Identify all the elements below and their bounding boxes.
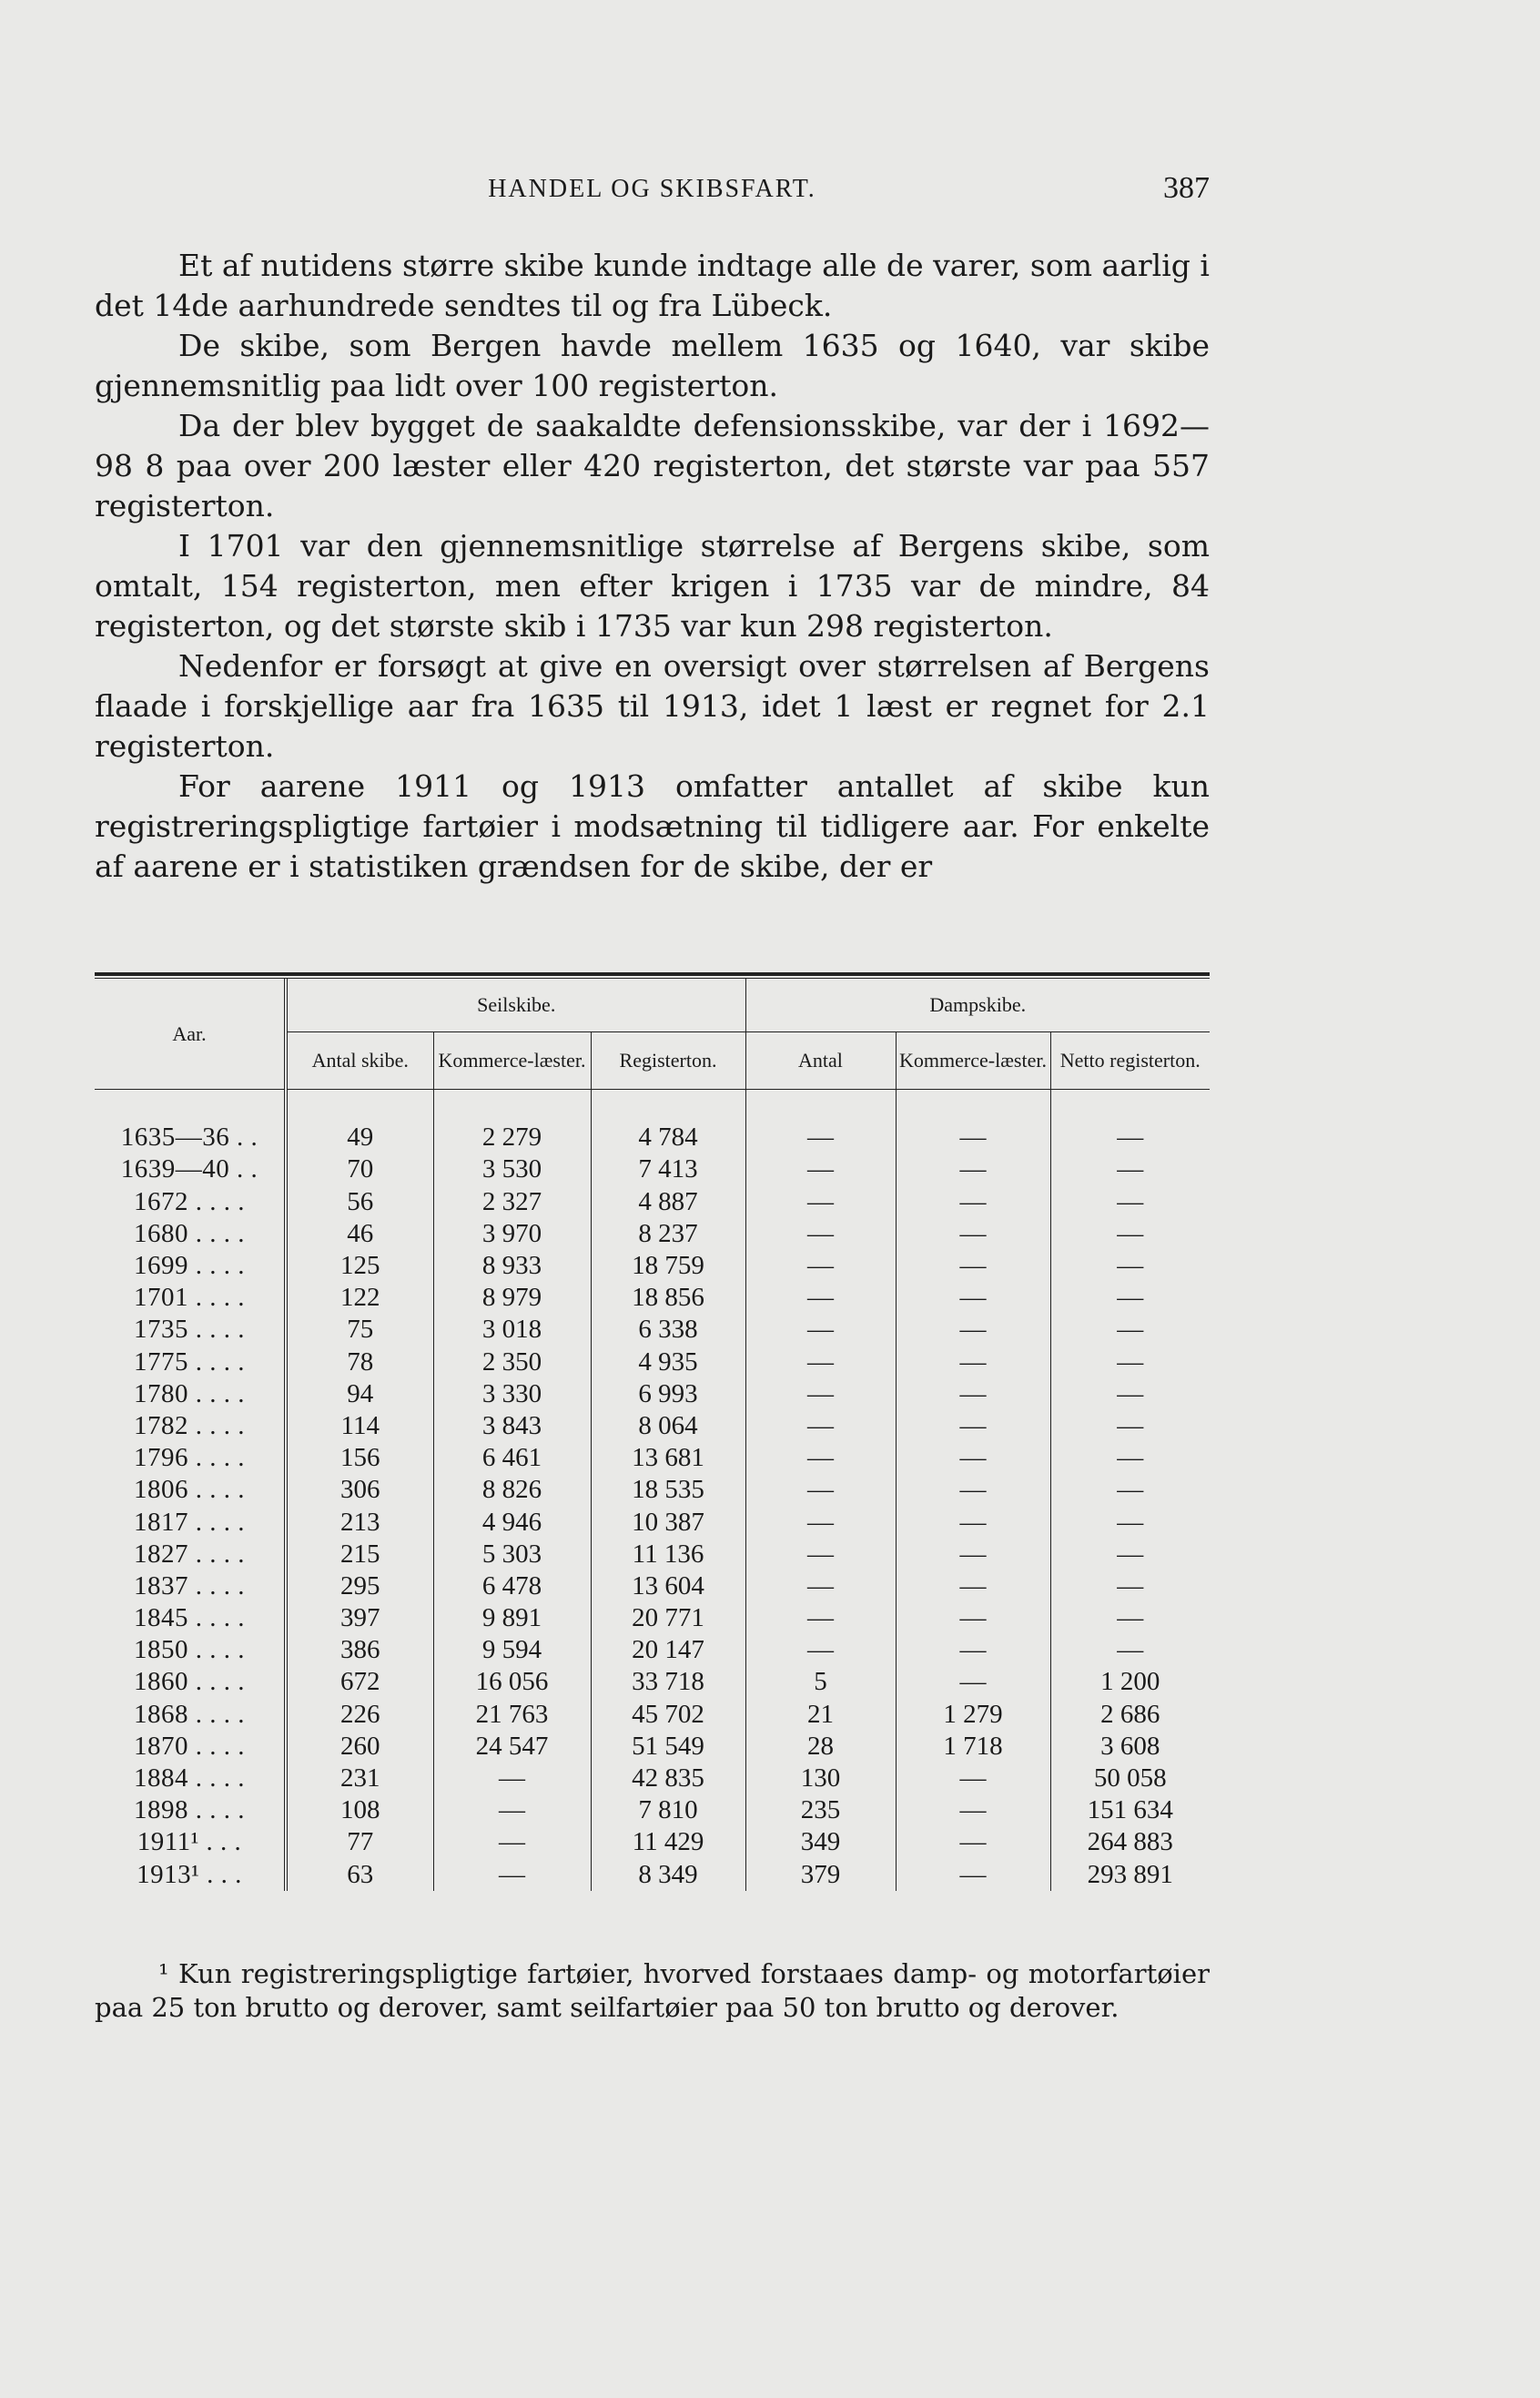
paragraph: De skibe, som Bergen havde mellem 1635 og 1640, var skibe gjennemsnitlig paa lidt over 100 registerton.: [95, 328, 1210, 403]
table-cell-sail-count: 386: [286, 1634, 433, 1666]
table-row: [95, 1794, 1210, 1826]
table-cell-steam-net: —: [1050, 1314, 1210, 1346]
table-cell-steam-net: —: [1050, 1539, 1210, 1570]
table-cell-sail-tons: 6 993: [591, 1378, 745, 1410]
table-cell-sail-tons: 18 856: [591, 1282, 745, 1314]
running-head: [95, 171, 1210, 208]
table-cell-sail-lasts: 8 979: [433, 1282, 591, 1314]
table-cell-sail-tons: 8 237: [591, 1218, 745, 1250]
table-cell-year: 1699 . . . .: [134, 1251, 245, 1281]
table-cell-sail-lasts: 5 303: [433, 1539, 591, 1570]
table-cell-sail-count: 77: [286, 1826, 433, 1858]
table-cell-steam-net: —: [1050, 1506, 1210, 1538]
col-steam-net: Netto registerton.: [1050, 1032, 1210, 1090]
table-cell-sail-count: 94: [286, 1378, 433, 1410]
table-cell-steam-count: —: [745, 1186, 896, 1218]
paragraph: Nedenfor er forsøgt at give en oversigt over størrelsen af Bergens flaade i forskjellige aar fra 1635 til 1913, idet 1 læst er regnet for 2.1 registerton.: [95, 648, 1210, 764]
table-row: [95, 1378, 1210, 1410]
table-cell-year: 1837 . . . .: [134, 1570, 245, 1600]
table-cell-steam-net: —: [1050, 1634, 1210, 1666]
table-cell-sail-tons: 11 136: [591, 1539, 745, 1570]
paragraph: I 1701 var den gjennemsnitlige størrelse af Bergens skibe, som omtalt, 154 registerton, men efter krigen i 1735 var de mindre, 84 registerton, og det største skib i 1735 var kun 298 registerton.: [95, 528, 1210, 644]
table-cell-sail-lasts: 24 547: [433, 1731, 591, 1763]
col-sail-count: Antal skibe.: [286, 1032, 433, 1090]
table-cell-steam-count: —: [745, 1539, 896, 1570]
table-cell-steam-count: —: [745, 1634, 896, 1666]
table-row: [95, 1731, 1210, 1763]
table-cell-steam-lasts: —: [896, 1794, 1050, 1826]
table-cell-steam-count: 130: [745, 1763, 896, 1794]
table-cell-steam-count: 21: [745, 1699, 896, 1731]
table-cell-sail-count: 231: [286, 1763, 433, 1794]
table-cell-steam-lasts: —: [896, 1218, 1050, 1250]
table-cell-sail-count: 306: [286, 1474, 433, 1506]
table-cell-sail-count: 108: [286, 1794, 433, 1826]
page-number: 387: [1163, 171, 1210, 205]
table-cell-sail-count: 156: [286, 1442, 433, 1474]
table-cell-sail-lasts: —: [433, 1763, 591, 1794]
table-cell-steam-lasts: —: [896, 1826, 1050, 1858]
table-cell-steam-count: —: [745, 1474, 896, 1506]
table-cell-steam-net: —: [1050, 1346, 1210, 1378]
table-cell-steam-net: —: [1050, 1442, 1210, 1474]
table-cell-year: 1898 . . . .: [134, 1795, 245, 1825]
table-cell-sail-lasts: 3 843: [433, 1410, 591, 1442]
table-cell-steam-count: 235: [745, 1794, 896, 1826]
table-cell-steam-net: 293 891: [1050, 1859, 1210, 1891]
table-cell-steam-net: —: [1050, 1474, 1210, 1506]
sail-group-header: Seilskibe.: [286, 979, 745, 1032]
table-spacer: [95, 1090, 1210, 1123]
table-cell-year: 1913¹ . . .: [137, 1859, 242, 1889]
table-cell-sail-count: 49: [286, 1122, 433, 1153]
table-cell-sail-count: 226: [286, 1699, 433, 1731]
table-cell-sail-tons: 4 784: [591, 1122, 745, 1153]
running-title: HANDEL OG SKIBSFART.: [488, 175, 816, 203]
paragraph: Da der blev bygget de saakaldte defensionsskibe, var der i 1692—98 8 paa over 200 læster eller 420 registerton, det største var paa 557 registerton.: [95, 408, 1210, 523]
table-top-rule: [95, 972, 1210, 976]
table-cell-sail-count: 215: [286, 1539, 433, 1570]
table-cell-sail-tons: 4 887: [591, 1186, 745, 1218]
table-cell-year: 1870 . . . .: [134, 1731, 245, 1761]
table-cell-sail-tons: 51 549: [591, 1731, 745, 1763]
table-cell-sail-count: 78: [286, 1346, 433, 1378]
paragraph: Et af nutidens større skibe kunde indtage alle de varer, som aarlig i det 14de aarhundrede sendtes til og fra Lübeck.: [95, 248, 1210, 323]
steam-group-header: Dampskibe.: [745, 979, 1210, 1032]
table-cell-sail-lasts: 9 891: [433, 1602, 591, 1634]
table-cell-steam-count: —: [745, 1314, 896, 1346]
table-cell-steam-net: 1 200: [1050, 1666, 1210, 1698]
table-cell-sail-count: 672: [286, 1666, 433, 1698]
table-cell-steam-lasts: —: [896, 1378, 1050, 1410]
table-cell-steam-lasts: —: [896, 1634, 1050, 1666]
table-cell-sail-tons: 13 604: [591, 1570, 745, 1602]
table-row: [95, 1314, 1210, 1346]
table-cell-year: 1680 . . . .: [134, 1218, 245, 1248]
table-cell-year: 1796 . . . .: [134, 1443, 245, 1473]
table-cell-year: 1827 . . . .: [134, 1539, 245, 1569]
table-cell-steam-net: 2 686: [1050, 1699, 1210, 1731]
table-cell-year: 1884 . . . .: [134, 1763, 245, 1793]
col-sail-lasts: Kommerce-læster.: [433, 1032, 591, 1090]
table-cell-steam-lasts: —: [896, 1153, 1050, 1185]
table-cell-sail-count: 70: [286, 1153, 433, 1185]
table-cell-steam-lasts: —: [896, 1346, 1050, 1378]
fleet-table: [95, 979, 1210, 1891]
table-cell-sail-tons: 4 935: [591, 1346, 745, 1378]
table-cell-year: 1639—40 . .: [120, 1154, 258, 1184]
table-cell-steam-count: —: [745, 1410, 896, 1442]
table-cell-steam-net: 151 634: [1050, 1794, 1210, 1826]
table-cell-year: 1850 . . . .: [134, 1635, 245, 1665]
table-cell-steam-lasts: —: [896, 1282, 1050, 1314]
table-cell-steam-lasts: —: [896, 1570, 1050, 1602]
table-row: [95, 1859, 1210, 1891]
table-cell-sail-lasts: 4 946: [433, 1506, 591, 1538]
table-cell-steam-net: —: [1050, 1378, 1210, 1410]
table-cell-year: 1672 . . . .: [134, 1186, 245, 1216]
table-cell-year: 1782 . . . .: [134, 1410, 245, 1440]
table-cell-sail-count: 63: [286, 1859, 433, 1891]
table-cell-steam-lasts: —: [896, 1474, 1050, 1506]
table-cell-sail-count: 295: [286, 1570, 433, 1602]
table-cell-year: 1775 . . . .: [134, 1346, 245, 1377]
table-cell-year: 1817 . . . .: [134, 1507, 245, 1537]
table-cell-steam-count: 28: [745, 1731, 896, 1763]
table-cell-sail-tons: 11 429: [591, 1826, 745, 1858]
table-cell-steam-net: —: [1050, 1122, 1210, 1153]
table-row: [95, 1666, 1210, 1698]
table-cell-steam-count: —: [745, 1153, 896, 1185]
table-cell-steam-count: —: [745, 1346, 896, 1378]
table-cell-sail-lasts: 2 279: [433, 1122, 591, 1153]
table-cell-sail-tons: 8 349: [591, 1859, 745, 1891]
table-cell-steam-lasts: —: [896, 1539, 1050, 1570]
table-cell-steam-net: 264 883: [1050, 1826, 1210, 1858]
table-row: [95, 1634, 1210, 1666]
table-cell-year: 1735 . . . .: [134, 1315, 245, 1345]
table-cell-steam-lasts: —: [896, 1859, 1050, 1891]
table-cell-steam-count: 379: [745, 1859, 896, 1891]
table-cell-sail-tons: 42 835: [591, 1763, 745, 1794]
table-cell-sail-lasts: 6 461: [433, 1442, 591, 1474]
table-row: [95, 1346, 1210, 1378]
table-cell-sail-tons: 18 759: [591, 1250, 745, 1282]
table-row: [95, 1410, 1210, 1442]
table-cell-steam-net: —: [1050, 1410, 1210, 1442]
table-cell-steam-net: —: [1050, 1602, 1210, 1634]
table-cell-steam-lasts: —: [896, 1122, 1050, 1153]
table-cell-year: 1911¹ . . .: [137, 1827, 242, 1857]
table-cell-steam-count: —: [745, 1506, 896, 1538]
table-cell-sail-count: 260: [286, 1731, 433, 1763]
col-sail-tons: Registerton.: [591, 1032, 745, 1090]
table-cell-steam-lasts: —: [896, 1666, 1050, 1698]
table-cell-steam-net: —: [1050, 1570, 1210, 1602]
table-cell-steam-count: —: [745, 1378, 896, 1410]
table-cell-sail-tons: 20 771: [591, 1602, 745, 1634]
table-cell-sail-tons: 18 535: [591, 1474, 745, 1506]
table-cell-steam-lasts: —: [896, 1442, 1050, 1474]
table-cell-sail-tons: 13 681: [591, 1442, 745, 1474]
table-cell-sail-lasts: 6 478: [433, 1570, 591, 1602]
table-body: [95, 1090, 1210, 1891]
table-cell-sail-lasts: 21 763: [433, 1699, 591, 1731]
table-cell-sail-lasts: 2 350: [433, 1346, 591, 1378]
table-row: [95, 1186, 1210, 1218]
table-cell-sail-count: 125: [286, 1250, 433, 1282]
table-cell-sail-count: 397: [286, 1602, 433, 1634]
table-cell-sail-tons: 7 413: [591, 1153, 745, 1185]
table-cell-sail-count: 56: [286, 1186, 433, 1218]
table-cell-steam-net: 50 058: [1050, 1763, 1210, 1794]
table-cell-steam-net: —: [1050, 1186, 1210, 1218]
table-cell-steam-count: 5: [745, 1666, 896, 1698]
table-cell-steam-count: —: [745, 1282, 896, 1314]
table-cell-sail-count: 46: [286, 1218, 433, 1250]
table-cell-steam-lasts: —: [896, 1186, 1050, 1218]
table-cell-steam-count: 349: [745, 1826, 896, 1858]
table-cell-steam-lasts: —: [896, 1250, 1050, 1282]
table-row: [95, 1122, 1210, 1153]
table-row: [95, 1763, 1210, 1794]
table-row: [95, 1442, 1210, 1474]
table-cell-sail-lasts: 3 018: [433, 1314, 591, 1346]
table-cell-steam-net: 3 608: [1050, 1731, 1210, 1763]
table-row: [95, 1282, 1210, 1314]
table-cell-sail-lasts: 8 826: [433, 1474, 591, 1506]
table-cell-year: 1635—36 . .: [120, 1123, 258, 1153]
table-cell-sail-lasts: 2 327: [433, 1186, 591, 1218]
table-cell-year: 1701 . . . .: [134, 1283, 245, 1313]
body-text: [95, 246, 1210, 887]
table-cell-sail-lasts: 8 933: [433, 1250, 591, 1282]
table-cell-sail-lasts: 9 594: [433, 1634, 591, 1666]
table-cell-sail-lasts: —: [433, 1826, 591, 1858]
table-cell-sail-tons: 20 147: [591, 1634, 745, 1666]
table-cell-sail-lasts: —: [433, 1794, 591, 1826]
table-cell-year: 1806 . . . .: [134, 1475, 245, 1505]
table-cell-year: 1845 . . . .: [134, 1603, 245, 1633]
table-cell-steam-net: —: [1050, 1218, 1210, 1250]
table-cell-sail-tons: 6 338: [591, 1314, 745, 1346]
table-cell-sail-lasts: —: [433, 1859, 591, 1891]
footnote: [95, 1957, 1210, 2025]
table-row: [95, 1218, 1210, 1250]
table-cell-steam-lasts: —: [896, 1602, 1050, 1634]
table-cell-steam-count: —: [745, 1122, 896, 1153]
table-cell-sail-count: 213: [286, 1506, 433, 1538]
table-cell-sail-count: 122: [286, 1282, 433, 1314]
table-cell-steam-lasts: —: [896, 1314, 1050, 1346]
fleet-table-container: [95, 972, 1210, 1891]
paragraph: For aarene 1911 og 1913 omfatter antallet af skibe kun registreringspligtige fartøier i modsætning til tidligere aar. For enkelte af aarene er i statistiken grændsen for de skibe, der er: [95, 768, 1210, 884]
table-cell-steam-net: —: [1050, 1153, 1210, 1185]
table-cell-sail-count: 75: [286, 1314, 433, 1346]
col-steam-count: Antal: [745, 1032, 896, 1090]
table-row: [95, 1474, 1210, 1506]
table-cell-steam-lasts: 1 718: [896, 1731, 1050, 1763]
table-cell-sail-tons: 45 702: [591, 1699, 745, 1731]
table-cell-steam-count: —: [745, 1218, 896, 1250]
table-row: [95, 1602, 1210, 1634]
table-cell-year: 1860 . . . .: [134, 1667, 245, 1697]
table-cell-sail-count: 114: [286, 1410, 433, 1442]
table-cell-sail-lasts: 3 970: [433, 1218, 591, 1250]
table-row: [95, 1539, 1210, 1570]
table-row: [95, 1153, 1210, 1185]
year-header: Aar.: [95, 979, 286, 1090]
table-cell-steam-net: —: [1050, 1282, 1210, 1314]
table-cell-year: 1780 . . . .: [134, 1378, 245, 1408]
table-row: [95, 1250, 1210, 1282]
table-cell-steam-count: —: [745, 1442, 896, 1474]
table-cell-steam-lasts: 1 279: [896, 1699, 1050, 1731]
table-cell-sail-tons: 10 387: [591, 1506, 745, 1538]
table-cell-sail-lasts: 16 056: [433, 1666, 591, 1698]
table-cell-steam-lasts: —: [896, 1763, 1050, 1794]
footnote-text: ¹ Kun registreringspligtige fartøier, hvorved forstaaes damp- og motorfartøier paa 25 ton brutto og derover, samt seilfartøier paa 50 ton brutto og derover.: [95, 1958, 1210, 2023]
table-cell-sail-tons: 33 718: [591, 1666, 745, 1698]
table-cell-sail-tons: 8 064: [591, 1410, 745, 1442]
table-cell-steam-count: —: [745, 1570, 896, 1602]
table-row: [95, 1699, 1210, 1731]
table-cell-sail-lasts: 3 330: [433, 1378, 591, 1410]
table-cell-sail-lasts: 3 530: [433, 1153, 591, 1185]
table-cell-steam-lasts: —: [896, 1410, 1050, 1442]
col-steam-lasts: Kommerce-læster.: [896, 1032, 1050, 1090]
table-cell-steam-lasts: —: [896, 1506, 1050, 1538]
table-cell-steam-count: —: [745, 1250, 896, 1282]
table-cell-steam-count: —: [745, 1602, 896, 1634]
table-cell-steam-net: —: [1050, 1250, 1210, 1282]
table-row: [95, 1826, 1210, 1858]
table-cell-year: 1868 . . . .: [134, 1699, 245, 1729]
table-cell-sail-tons: 7 810: [591, 1794, 745, 1826]
table-row: [95, 1506, 1210, 1538]
table-row: [95, 1570, 1210, 1602]
